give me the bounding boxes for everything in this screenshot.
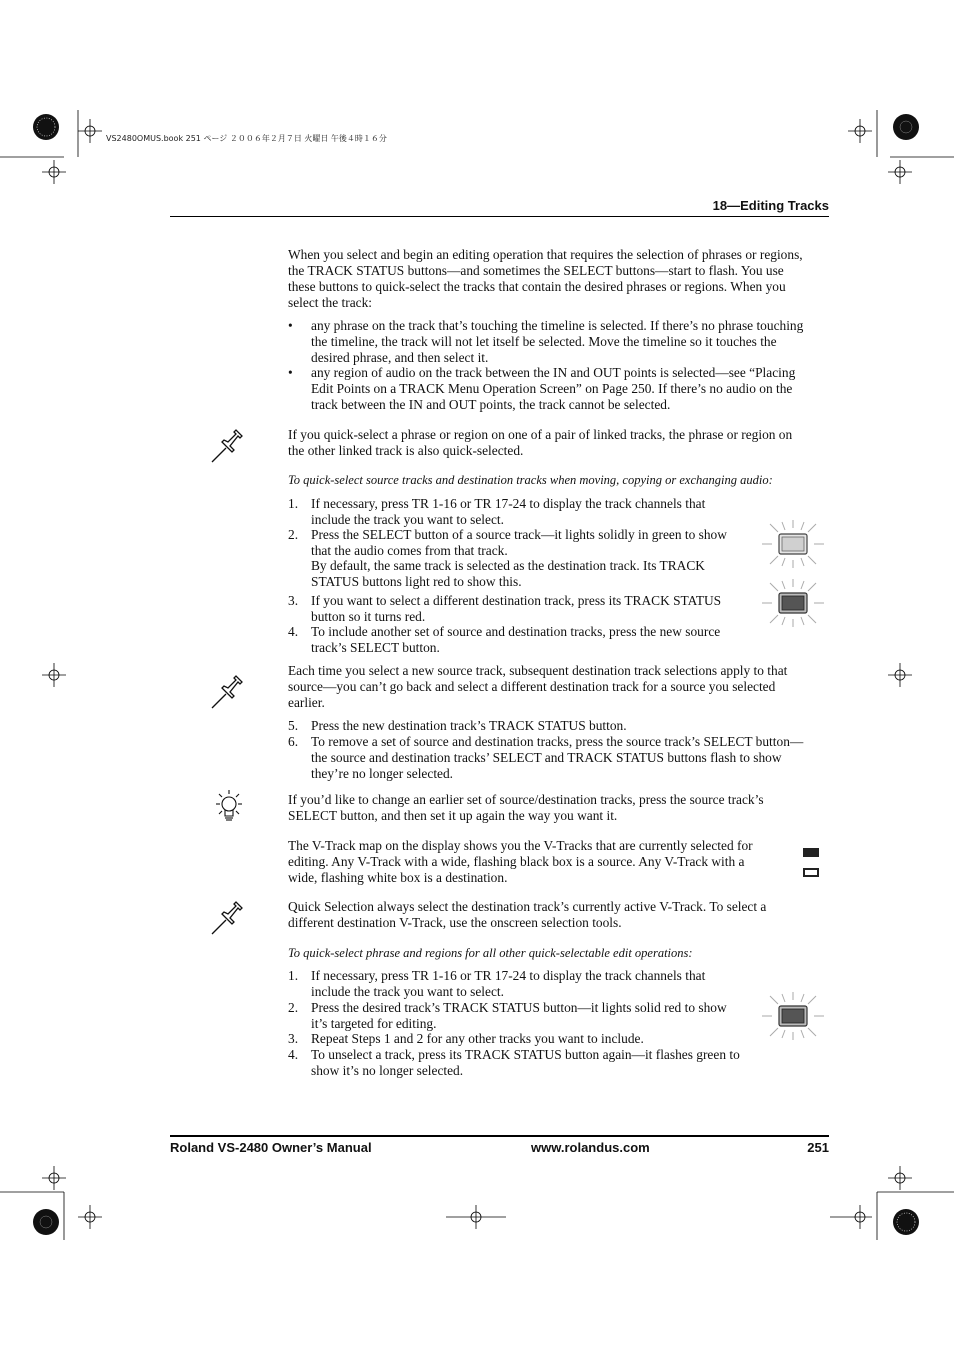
vtrack-source-box bbox=[803, 848, 819, 857]
print-info-line: VS2480OMUS.book 251 ページ ２００６年２月７日 火曜日 午後４時１６分 bbox=[106, 134, 387, 143]
footer-rule bbox=[170, 1135, 829, 1137]
procedure-heading: To quick-select source tracks and destination tracks when moving, copying or exchanging audio: bbox=[288, 473, 773, 487]
lit-button-dark-icon bbox=[762, 992, 824, 1040]
pushpin-icon bbox=[210, 896, 250, 936]
header-rule bbox=[170, 216, 829, 217]
lit-button-icon bbox=[762, 520, 824, 568]
step-item: 1. If necessary, press TR 1-16 or TR 17-24 to display the track channels that include the track you want to select. bbox=[288, 496, 706, 527]
step-item: 3. If you want to select a different destination track, press its TRACK STATUS button so it turns red. bbox=[288, 593, 722, 624]
step-item: 6. To remove a set of source and destination tracks, press the source track’s SELECT button—the source and destination tracks’ SELECT and TRACK STATUS buttons flash to show they’re no longer selected. bbox=[288, 734, 804, 781]
vtrack-paragraph: The V-Track map on the display shows you the V-Tracks that are currently selected for editing. Any V-Track with a wide, flashing black box is a source. Any V-Track with a wide, flashing white box is a destination. bbox=[288, 838, 753, 885]
vtrack-destination-box bbox=[803, 868, 819, 877]
lit-button-dark-icon bbox=[762, 579, 824, 627]
step-item: 3. Repeat Steps 1 and 2 for any other tracks you want to include. bbox=[288, 1031, 644, 1046]
note-paragraph: Quick Selection always select the destination track’s currently active V-Track. To select a different destination V-Track, use the onscreen selection tools. bbox=[288, 899, 767, 930]
procedure-heading: To quick-select phrase and regions for all other quick-selectable edit operations: bbox=[288, 946, 693, 960]
list-item: • any region of audio on the track between the IN and OUT points is selected—see “Placing Edit Points on a TRACK Menu Operation Screen” on Page 250. If there’s no audio on the track between the IN and OUT points, the track cannot be selected. bbox=[288, 365, 796, 412]
bullet: • bbox=[288, 365, 293, 380]
step-item: By default, the same track is selected as the destination track. Its TRACK STATUS buttons light red to show this. bbox=[311, 558, 705, 589]
section-header: 18—Editing Tracks bbox=[712, 198, 829, 213]
lightbulb-icon bbox=[212, 790, 246, 826]
step-item: 2. Press the desired track’s TRACK STATUS button—it lights solid red to show it’s targeted for editing. bbox=[288, 1000, 727, 1031]
step-item: 1. If necessary, press TR 1-16 or TR 17-24 to display the track channels that include the track you want to select. bbox=[288, 968, 706, 999]
page-number: 251 bbox=[807, 1140, 829, 1155]
intro-paragraph: When you select and begin an editing operation that requires the selection of phrases or regions, the TRACK STATUS buttons—and sometimes the SELECT buttons—start to flash. You use these buttons to quick-select the tracks that contain the desired phrases or regions. When you select the track: bbox=[288, 247, 803, 310]
pushpin-icon bbox=[210, 670, 250, 710]
footer-website: www.rolandus.com bbox=[531, 1140, 650, 1155]
step-item: 4. To include another set of source and destination tracks, press the new source track’s SELECT button. bbox=[288, 624, 721, 655]
note-paragraph: Each time you select a new source track, subsequent destination track selections apply to that source—you can’t go back and select a different destination track for a source you selected earlier. bbox=[288, 663, 788, 710]
step-item: 4. To unselect a track, press its TRACK STATUS button again—it flashes green to show it’s no longer selected. bbox=[288, 1047, 740, 1078]
step-item: 2. Press the SELECT button of a source track—it lights solidly in green to show that the audio comes from that track. bbox=[288, 527, 727, 558]
step-item: 5. Press the new destination track’s TRACK STATUS button. bbox=[288, 718, 627, 733]
pushpin-icon bbox=[210, 424, 250, 464]
tip-paragraph: If you’d like to change an earlier set of source/destination tracks, press the source track’s SELECT button, and then set it up again the way you want it. bbox=[288, 792, 764, 823]
note-paragraph: If you quick-select a phrase or region on one of a pair of linked tracks, the phrase or region on the other linked track is also quick-selected. bbox=[288, 427, 793, 458]
list-item: • any phrase on the track that’s touching the timeline is selected. If there’s no phrase touching the timeline, the track will not let itself be selected. Move the timeline so it touches the desired phrase, and then select it. bbox=[288, 318, 804, 365]
bullet: • bbox=[288, 318, 293, 333]
footer-manual-title: Roland VS-2480 Owner’s Manual bbox=[170, 1140, 372, 1155]
